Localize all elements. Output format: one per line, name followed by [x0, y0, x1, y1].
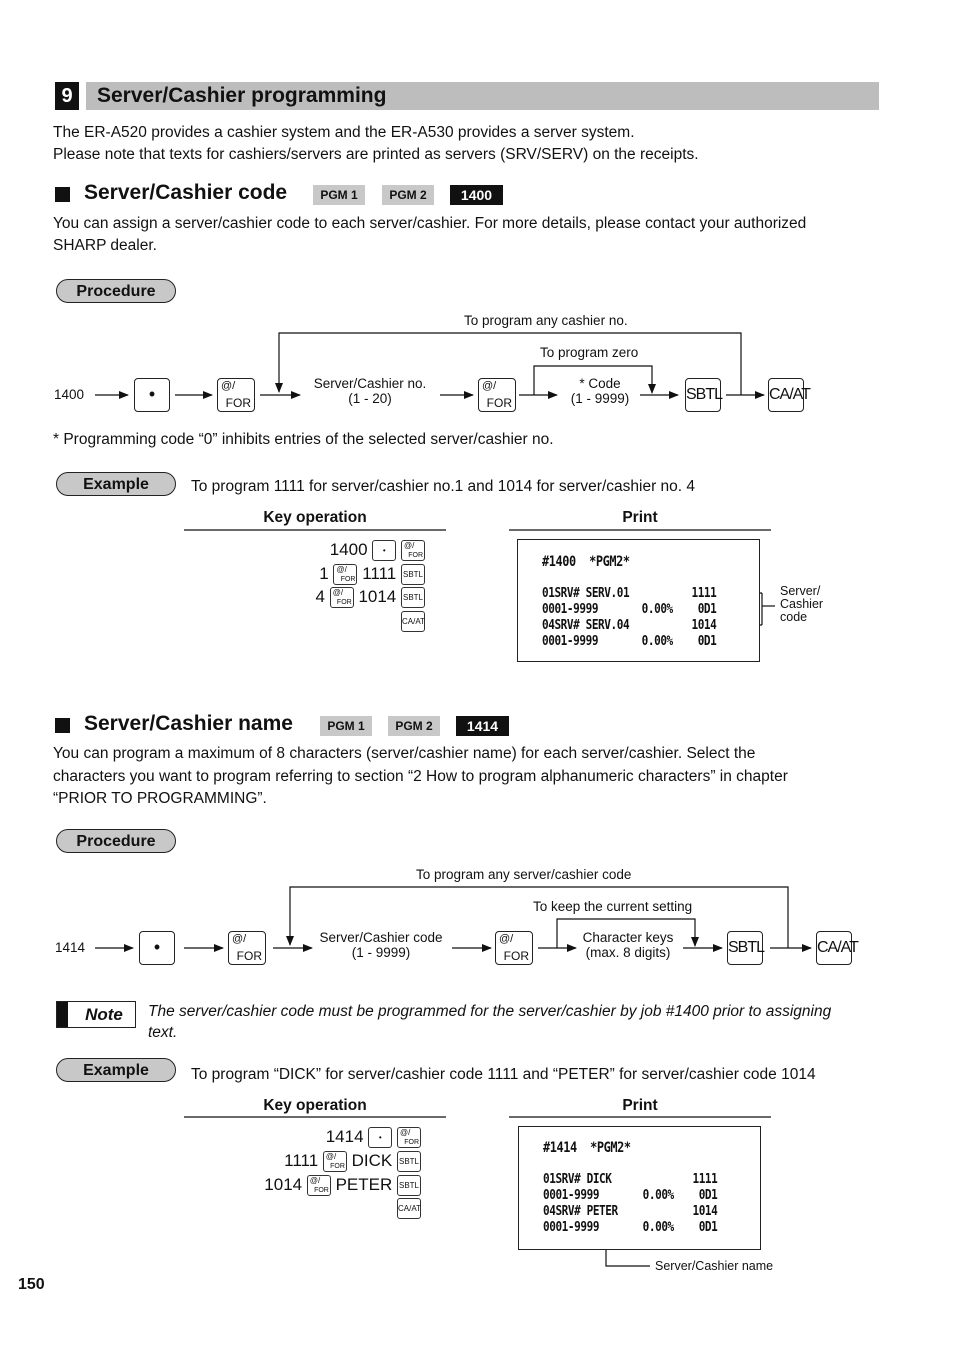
keyop-row	[326, 1127, 421, 1148]
keyop-row	[316, 587, 426, 608]
heading-bullet	[55, 718, 70, 733]
receipt-line: 0001-9999 0.00% 0D1	[543, 1188, 718, 1203]
keyop-row	[319, 564, 425, 585]
name-desc-1: You can program a maximum of 8 characters (server/cashier name) for each server/cashier. Select the	[53, 745, 756, 762]
callout-line: Cashier	[780, 597, 824, 611]
name-heading: Server/Cashier name	[84, 712, 293, 735]
code-key-operation-header: Key operation	[263, 509, 367, 526]
code-example-text: To program 1111 for server/cashier no.1 and 1014 for server/cashier no. 4	[191, 478, 696, 495]
callout-line: code	[780, 610, 808, 624]
receipt-line: 04SRV# SERV.04 1014	[542, 618, 717, 633]
name-desc-3: “PRIOR TO PROGRAMMING”.	[53, 790, 267, 807]
code-procedure-label: Procedure	[56, 279, 176, 303]
node-range: (1 - 20)	[348, 391, 392, 406]
name-print-header: Print	[622, 1097, 658, 1114]
receipt-line: 0001-9999 0.00% 0D1	[543, 1220, 718, 1235]
for-key-top-label: @/	[404, 541, 415, 551]
for-key-bottom-label: FOR	[225, 396, 251, 410]
for-key-bottom-label: FOR	[336, 599, 352, 607]
multiply-for-key	[397, 1127, 421, 1148]
for-key-top-label: @/	[332, 588, 344, 598]
for-key-top-label: @/	[400, 1128, 411, 1138]
for-key-top-label: @/	[499, 933, 514, 945]
for-key-bottom-label: FOR	[314, 1187, 329, 1195]
code-receipt	[517, 539, 760, 662]
keyop-row	[284, 1151, 421, 1172]
receipt-header: #1414 *PGM2*	[543, 1140, 631, 1156]
multiply-for-key	[217, 378, 255, 412]
name-tag-pgm1: PGM 1	[320, 716, 372, 736]
keyop-number: 4	[315, 587, 325, 606]
subtotal-key: SBTL	[397, 1175, 421, 1196]
multiply-for-key	[323, 1151, 347, 1172]
for-key-top-label: @/	[482, 380, 497, 392]
name-key-operation-header: Key operation	[263, 1097, 367, 1114]
page-number: 150	[18, 1276, 45, 1293]
receipt-line: 04SRV# PETER 1014	[543, 1204, 718, 1219]
flow1-loop-zero-label: To program zero	[540, 345, 639, 360]
multiply-for-key	[330, 587, 354, 608]
multiply-for-key	[401, 540, 425, 561]
flow2-node-server-code	[306, 930, 456, 960]
name-desc-2: characters you want to program referring to section “2 How to program alphanumeric characters” in chapter	[53, 768, 788, 785]
keyop-number: 1111	[362, 564, 397, 583]
code-desc-2: SHARP dealer.	[53, 237, 157, 254]
for-key-top-label: @/	[232, 933, 247, 945]
flow2-loop-any-label: To program any server/cashier code	[416, 867, 632, 882]
node-label: * Code	[579, 376, 621, 391]
multiply-for-key	[478, 378, 516, 412]
decimal-point-key: •	[134, 378, 170, 412]
cash-amount-key: CA/AT	[401, 611, 425, 632]
note-text-line: text.	[148, 1024, 178, 1041]
receipt-line: 01SRV# SERV.01 1111	[542, 586, 717, 601]
keyop-number: 1014	[264, 1175, 303, 1194]
receipt-header: #1400 *PGM2*	[542, 554, 630, 570]
multiply-for-key	[333, 564, 357, 585]
flow2-loop-keep-label: To keep the current setting	[533, 899, 693, 914]
receipt-line: 01SRV# DICK 1111	[543, 1172, 718, 1187]
code-heading: Server/Cashier code	[84, 181, 288, 204]
cash-amount-key: CA/AT	[397, 1198, 421, 1219]
node-range: (1 - 9999)	[351, 945, 411, 960]
intro-line-1: The ER-A520 provides a cashier system and the ER-A530 provides a server system.	[53, 124, 635, 141]
flow1-start-value: 1400	[54, 387, 85, 402]
code-example-label: Example	[56, 472, 176, 496]
cash-amount-key: CA/AT	[816, 931, 852, 965]
keyop-name: PETER	[335, 1175, 393, 1194]
subtotal-key: SBTL	[397, 1151, 421, 1172]
flow1-node-code	[560, 376, 640, 406]
section-number: 9	[55, 82, 79, 110]
keyop-number: 1111	[284, 1151, 319, 1170]
keyop-row	[330, 540, 425, 561]
code-tag-job: 1400	[450, 185, 503, 205]
code-footnote: * Programming code “0” inhibits entries of the selected server/cashier no.	[53, 431, 554, 448]
flow1-loop-any-label: To program any cashier no.	[464, 313, 628, 328]
for-key-bottom-label: FOR	[404, 1139, 419, 1147]
decimal-point-key: •	[139, 931, 175, 965]
subtotal-key: SBTL	[685, 378, 721, 412]
callout-line: Server/	[780, 584, 821, 598]
for-key-top-label: @/	[309, 1176, 321, 1186]
keyop-name: DICK	[351, 1151, 393, 1170]
subtotal-key: SBTL	[401, 587, 425, 608]
flow2-start-value: 1414	[55, 940, 86, 955]
node-range: (1 - 9999)	[570, 391, 630, 406]
node-label: Server/Cashier no.	[313, 376, 427, 391]
for-key-top-label: @/	[325, 1152, 337, 1162]
note-badge	[56, 1001, 136, 1028]
code-print-header: Print	[622, 509, 658, 526]
keyop-number: 1	[319, 564, 329, 583]
section-title: Server/Cashier programming	[97, 84, 387, 107]
intro-line-2: Please note that texts for cashiers/servers are printed as servers (SRV/SERV) on the receipts.	[53, 146, 699, 163]
code-tag-pgm2: PGM 2	[382, 185, 434, 205]
name-receipt	[518, 1126, 761, 1250]
flow2-node-character-keys	[572, 930, 684, 960]
receipt-line: 0001-9999 0.00% 0D1	[542, 634, 717, 649]
keyop-number: 1414	[325, 1127, 364, 1146]
receipt-line: 0001-9999 0.00% 0D1	[542, 602, 717, 617]
cash-amount-key: CA/AT	[768, 378, 804, 412]
node-label: Character keys	[582, 930, 674, 945]
multiply-for-key	[307, 1175, 331, 1196]
keyop-row	[401, 611, 425, 632]
subtotal-key: SBTL	[401, 564, 425, 585]
node-label: Server/Cashier code	[319, 930, 443, 945]
decimal-point-key: •	[372, 540, 396, 561]
name-example-text: To program “DICK” for server/cashier code 1111 and “PETER” for server/cashier code 1014	[191, 1066, 816, 1083]
name-example-label: Example	[56, 1058, 176, 1082]
note-text-line: The server/cashier code must be programmed for the server/cashier by job #1400 prior to assigning	[148, 1003, 832, 1020]
multiply-for-key	[228, 931, 266, 965]
name-procedure-label: Procedure	[56, 829, 176, 853]
flow1-node-server-no	[300, 376, 440, 406]
keyop-number: 1400	[329, 540, 368, 559]
name-tag-job: 1414	[456, 716, 509, 736]
code-callout	[780, 585, 823, 624]
subtotal-key: SBTL	[727, 931, 763, 965]
keyop-row	[264, 1175, 421, 1196]
for-key-top-label: @/	[336, 565, 347, 575]
for-key-bottom-label: FOR	[236, 949, 262, 963]
for-key-bottom-label: FOR	[330, 1163, 345, 1171]
decimal-point-key: •	[368, 1127, 392, 1148]
note-label: Note	[85, 1005, 123, 1024]
code-desc-1: You can assign a server/cashier code to each server/cashier. For more details, please contact your authorized	[53, 215, 807, 232]
multiply-for-key	[495, 931, 533, 965]
node-range: (max. 8 digits)	[585, 945, 671, 960]
name-tag-pgm2: PGM 2	[388, 716, 440, 736]
for-key-bottom-label: FOR	[408, 552, 423, 560]
note-badge-bar	[57, 1002, 68, 1027]
for-key-bottom-label: FOR	[503, 949, 529, 963]
keyop-number: 1014	[358, 587, 397, 606]
note-text	[148, 1001, 831, 1043]
code-tag-pgm1: PGM 1	[313, 185, 365, 205]
for-key-bottom-label: FOR	[340, 576, 356, 584]
for-key-top-label: @/	[221, 380, 236, 392]
keyop-row	[397, 1198, 421, 1219]
for-key-bottom-label: FOR	[486, 396, 512, 410]
name-callout: Server/Cashier name	[655, 1259, 774, 1273]
